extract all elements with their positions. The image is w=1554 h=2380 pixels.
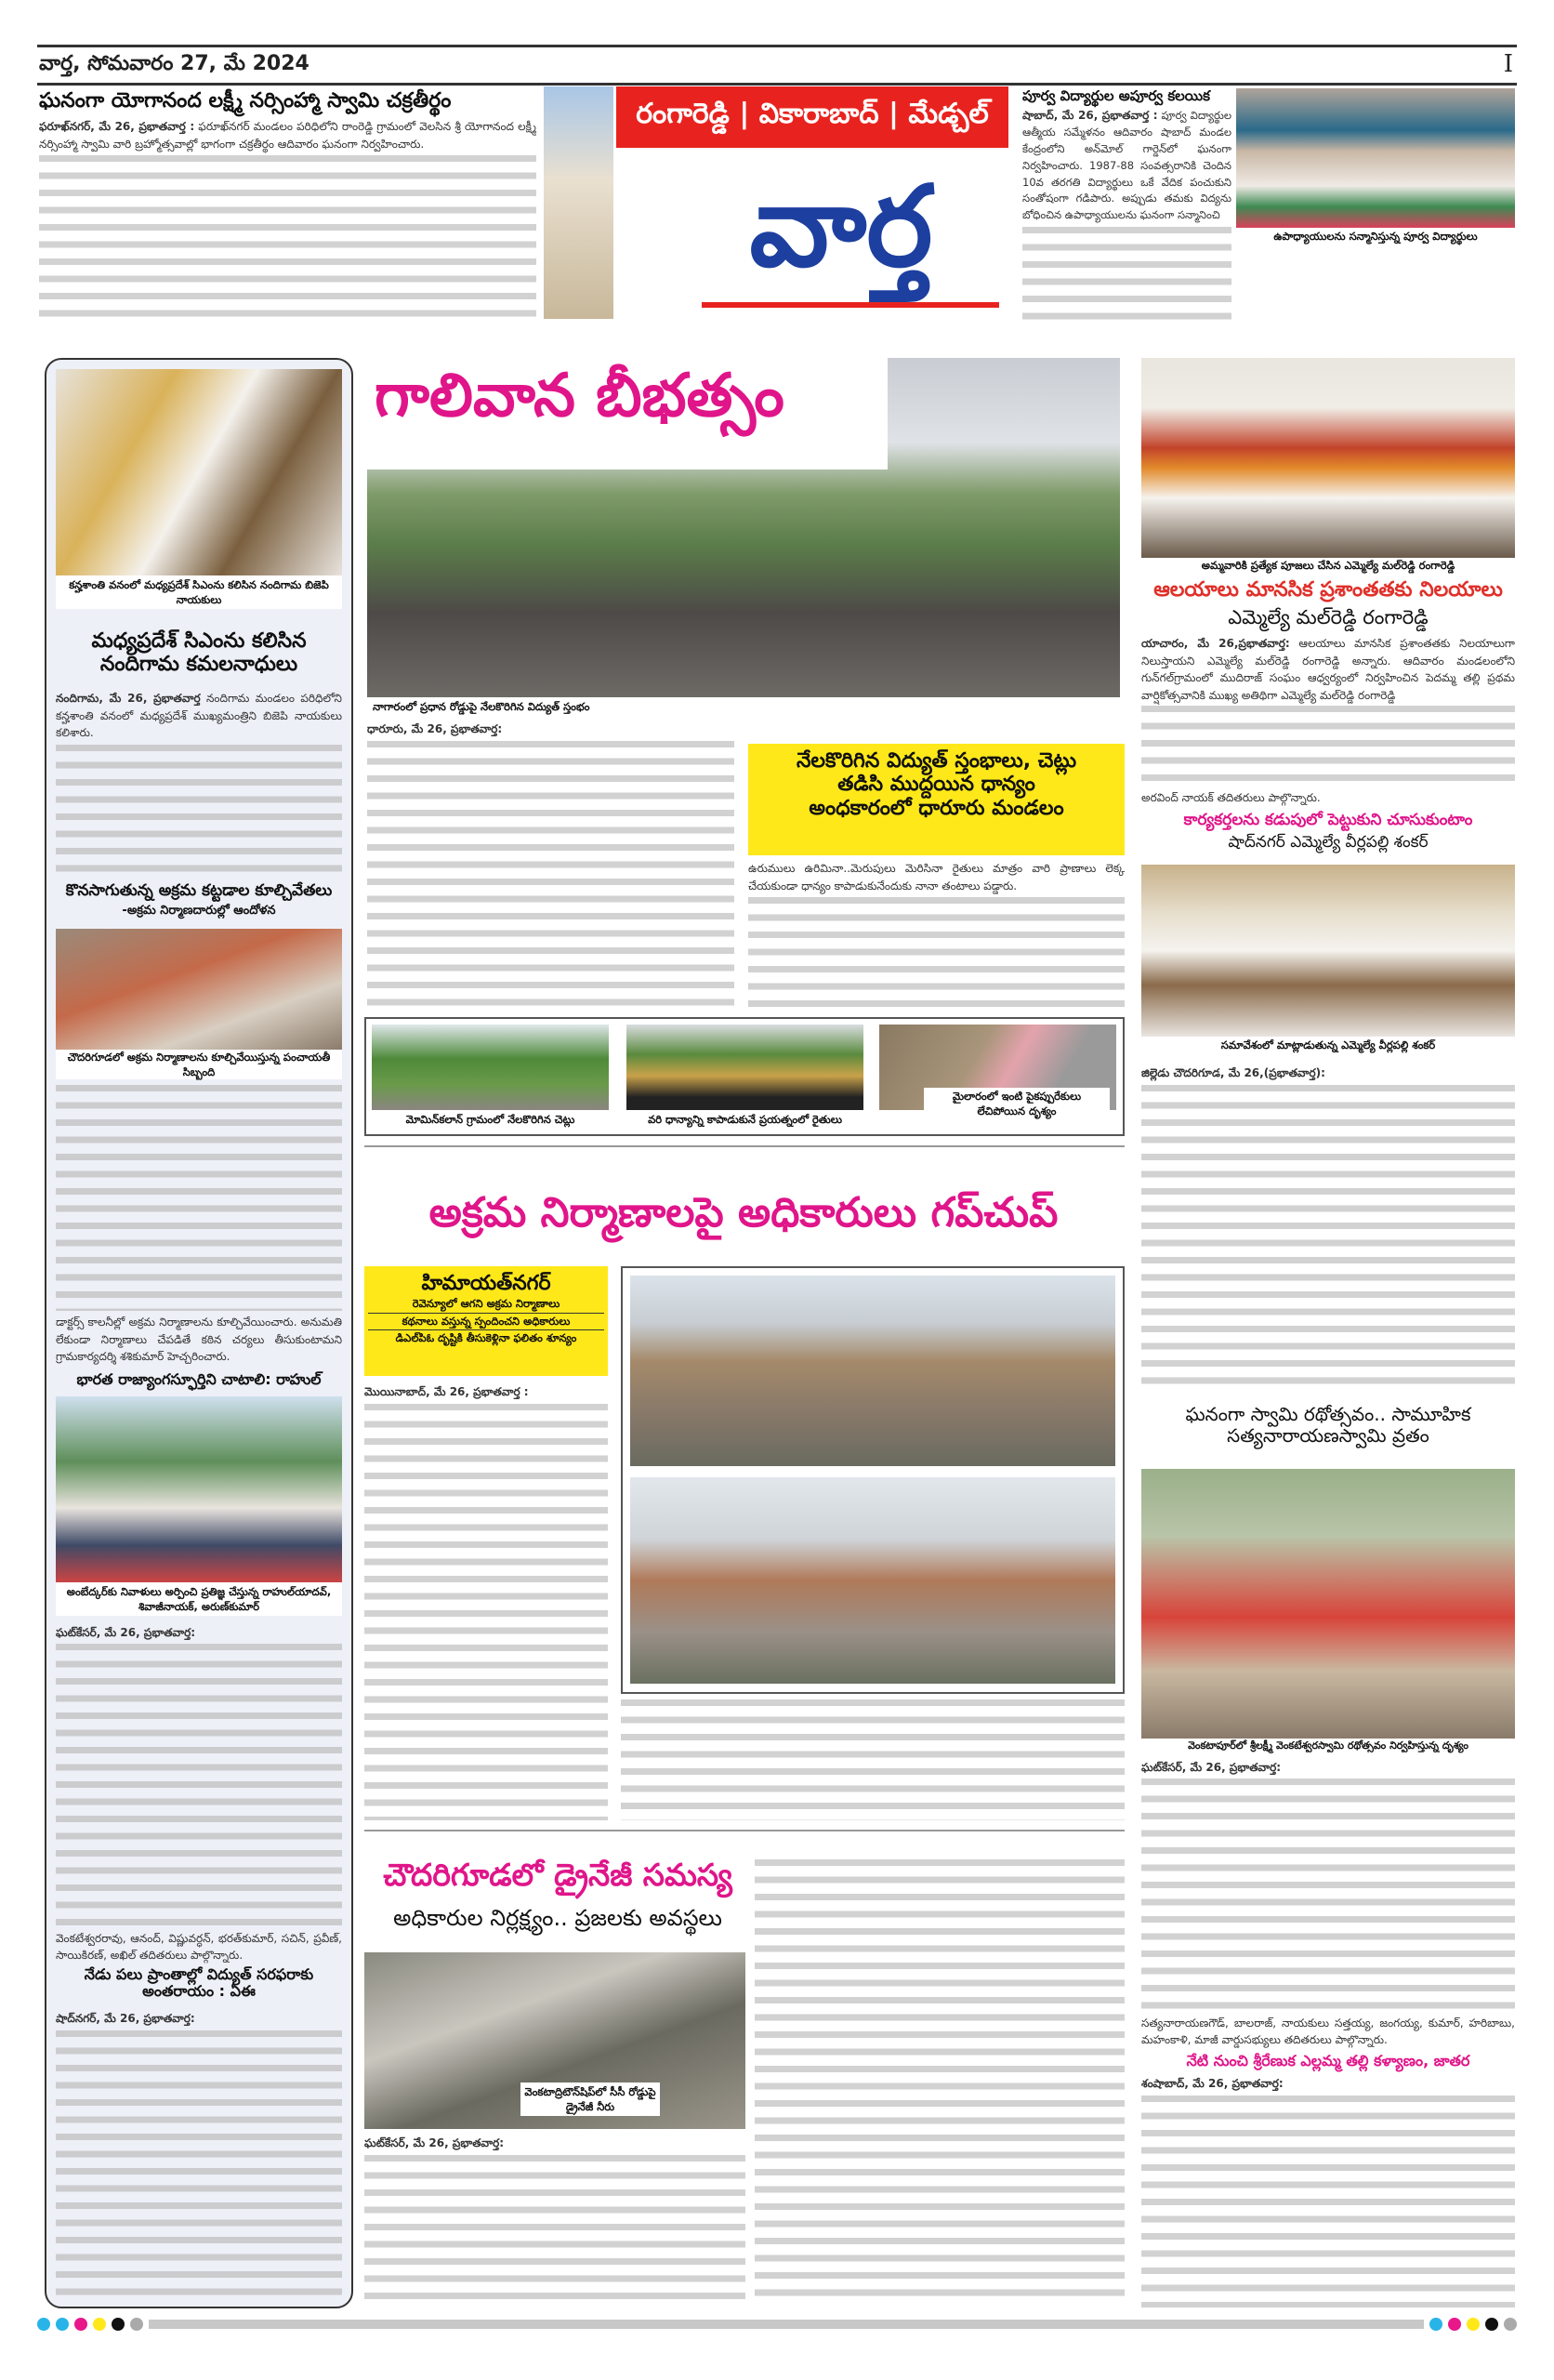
highlight-box	[364, 1266, 608, 1376]
story-body	[1141, 2075, 1515, 2307]
body-text: వెంకటేశ్వరరావు, ఆనంద్, విష్ణువర్ధన్, భరత్‌కుమార్, సచిన్, ప్రవీణ్, సాయికిరణ్, అఖిల్ తదితరులు పాల్గొన్నారు.	[56, 1931, 342, 1963]
headline: ఘనంగా స్వామి రథోత్సవం.. సామూహిక సత్యనారాయణస్వామి వ్రతం	[1185, 1403, 1471, 1447]
logo-underline	[702, 302, 999, 308]
body-text: పూర్వ విద్యార్థుల ఆత్మీయ సమ్మేళనం ఆదివారం షాబాద్ మండల కేంద్రంలోని అన్‌మోల్ గార్డెన్‌లో ఘనంగా నిర్వహించారు. 1987-88 సంవత్సరానికి చెందిన 10వ తరగతి విద్యార్థులు ఒకే వేదిక పంచుకుని సంతోషంగా గడిపారు. అప్పుడు తమకు విద్యను బోధించిన ఉపాధ్యాయులను ఘనంగా సన్మానించి	[1022, 109, 1231, 222]
body-text: ఆలయాలు మానసిక ప్రశాంతతకు నిలయాలుగా నిలుస్తాయని ఎమ్మెల్యే మల్‌రెడ్డి రంగారెడ్డి అన్నారు. ఆదివారం మండలంలోని గున్‌గల్‌గ్రామంలో ముదిరాజ్ సంఘం ఆధ్వర్యంలో నిర్వహించిన పెదమ్మ తల్లి ప్రథమ వార్షికోత్సవానికి ముఖ్య అతిథిగా ఎమ్మెల్యే మల్‌రెడ్డి రంగారెడ్డి	[1141, 637, 1515, 702]
story-body	[56, 1085, 342, 1366]
photo-caption: అంబేద్కర్‌కు నివాళులు అర్పించి ప్రతిజ్ఞ చేస్తున్న రాహుల్‌యాదవ్, శివాజీనాయక్, అరుణ్‌కుమార్	[56, 1582, 342, 1616]
story-body	[364, 1383, 608, 1820]
text-lines	[621, 1699, 1125, 1820]
text-lines	[56, 2030, 342, 2296]
byline: ధారూరు, మే 26, ప్రభాతవార్త:	[367, 722, 503, 735]
box-title: హిమాయత్‌నగర్	[421, 1272, 551, 1295]
paddy-photo	[626, 1025, 863, 1110]
story-body	[367, 721, 734, 1011]
photo-caption: అమ్మవారికి ప్రత్యేక పూజలు చేసిన ఎమ్మెల్యే మల్‌రెడ్డి రంగారెడ్డి	[1141, 558, 1515, 573]
ambedkar-photo	[56, 1396, 342, 1582]
headline: నేడు పలు ప్రాంతాల్లో విద్యుత్ సరఫరాకు అంతరాయం : ఏఈ	[84, 1965, 314, 2001]
byline: జిల్లెడు చౌదరిగూడ, మే 26,(ప్రభాతవార్త):	[1141, 1066, 1325, 1079]
photo-caption: వరి ధాన్యాన్ని కాపాడుకునే ప్రయత్నంలో రైతులు	[626, 1112, 863, 1127]
photo-caption: వెంకటాద్రిటౌన్‌షిప్‌లో సీసీ రోడ్డుపై డ్రైనేజీ నీరు	[520, 2082, 660, 2116]
date-line: వార్త, సోమవారం 27, మే 2024	[39, 52, 309, 75]
construction-photo	[630, 1477, 1115, 1684]
byline: షాబాద్, మే 26, ప్రభాతవార్త :	[1022, 109, 1158, 123]
region-banner: రంగారెడ్డి | వికారాబాద్ | మేడ్చల్	[616, 86, 1008, 148]
subheadline: ఎమ్మెల్యే మల్‌రెడ్డి రంగారెడ్డి	[1228, 606, 1429, 628]
story-body	[39, 118, 536, 323]
headline: కార్యకర్తలను కడుపులో పెట్టుకుని చూసుకుంటాం	[1183, 811, 1473, 829]
body-text: డాక్టర్స్ కాలనీల్లో అక్రమ నిర్మాణాలను కూల్చివేయించారు. అనుమతి లేకుండా నిర్మాణాలు చేపడితే కఠిన చర్యలు తీసుకుంటామని గ్రామకార్యదర్శి శశికుమార్ హెచ్చరించారు.	[56, 1316, 342, 1364]
story-body	[748, 860, 1125, 1011]
body-text: అరవింద్ నాయక్ తదితరులు పాల్గొన్నారు.	[1141, 791, 1321, 805]
masthead	[544, 86, 1008, 328]
chariot-festival-photo	[1141, 1469, 1515, 1739]
body-text: సత్యనారాయణగౌడ్, బాలరాజ్, నాయకులు సత్తయ్య, జంగయ్య, కుమార్, హరిబాబు, మహంకాళి, మాజీ వార్డుసభ్యులు తదితరులు పాల్గొన్నారు.	[1141, 2016, 1515, 2047]
highlight-line: నేలకొరిగిన విద్యుత్ స్తంభాలు, చెట్లు	[796, 749, 1077, 773]
story-body	[621, 1699, 1125, 1820]
temple-visit-photo	[1141, 358, 1515, 558]
byline: మొయినాబాద్, మే 26, ప్రభాతవార్త :	[364, 1385, 529, 1398]
text-lines	[1141, 2096, 1515, 2307]
byline: షాద్‌నగర్, మే 26, ప్రభాతవార్త:	[56, 2012, 195, 2025]
text-lines	[1141, 1778, 1515, 2013]
headline: భారత రాజ్యాంగస్ఫూర్తిని చాటాలి: రాహుల్	[76, 1370, 322, 1388]
text-lines	[1141, 1085, 1515, 1390]
story-body	[56, 1624, 342, 1964]
text-lines	[56, 1644, 342, 1927]
construction-photo	[630, 1276, 1115, 1466]
header-rule	[37, 83, 1517, 86]
byline: ఫరూఖ్‌నగర్, మే 26, ప్రభాతవార్త :	[39, 120, 195, 134]
subheadline: -అక్రమ నిర్మాణదారుల్లో ఆందోళన	[122, 904, 276, 918]
story-body	[364, 2135, 745, 2307]
headline: నేటి నుంచి శ్రీరేణుక ఎల్లమ్మ తల్లి కళ్యాణం, జాతర	[1186, 2052, 1470, 2069]
body-text: ఫరూఖ్‌నగర్ మండలం పరిధిలోని రాంరెడ్డి గ్రామంలో వెలసిన శ్రీ యోగానంద లక్ష్మీ నర్సింహ్మా స్వామి వారి బ్రహ్మోత్సవాల్లో భాగంగా చక్రతీర్థం ఆదివారం ఘనంగా నిర్వహించారు.	[39, 120, 536, 151]
top-rule	[37, 45, 1517, 47]
story-body	[1141, 1759, 1515, 2049]
text-lines	[364, 2155, 745, 2307]
text-lines	[39, 155, 536, 323]
text-lines	[748, 897, 1125, 1011]
text-lines	[364, 1404, 608, 1820]
text-lines	[56, 1085, 342, 1311]
news-photo	[56, 369, 342, 575]
photo-caption: ఉపాధ్యాయులను సన్మానిస్తున్న పూర్వ విద్యార్థులు	[1236, 229, 1515, 244]
body-text: ఉరుములు ఉరిమినా..మెరుపులు మెరిసినా రైతులు మాత్రం వారి ప్రాణాలు లెక్క చేయకుండా ధాన్యం కాపాడుకునేందుకు నానా తంటాలు పడ్డారు.	[748, 862, 1125, 892]
text-lines	[56, 745, 342, 876]
divider	[364, 1145, 1125, 1147]
highlight-box	[748, 744, 1125, 855]
headline: పూర్వ విద్యార్థుల అపూర్వ కలయిక	[1022, 87, 1210, 104]
left-column	[45, 358, 353, 2308]
photo-strip	[364, 1017, 1125, 1136]
box-line: కథనాలు వస్తున్న స్పందించని అధికారులు	[368, 1316, 604, 1330]
byline: ఘట్‌కేసర్, మే 26, ప్రభాతవార్త:	[364, 2136, 505, 2149]
text-lines	[367, 741, 734, 1011]
headline: ఘనంగా యోగానంద లక్ష్మీ నర్సింహ్మా స్వామి చక్రతీర్థం	[39, 89, 452, 112]
temple-image	[544, 86, 613, 319]
subheadline: షాద్‌నగర్ ఎమ్మెల్యే వీర్లపల్లి శంకర్	[1228, 833, 1429, 852]
logo: వార్త	[749, 163, 933, 292]
highlight-line: తడిసి ముద్దయిన ధాన్యం	[837, 773, 1035, 797]
story-body	[1022, 107, 1231, 321]
fallen-trees-photo	[372, 1025, 609, 1110]
box-line: రెవెన్యూలో ఆగని అక్రమ నిర్మాణాలు	[368, 1298, 604, 1313]
photo-caption: సమావేశంలో మాట్లాడుతున్న ఎమ్మెల్యే వీర్లపల్లి శంకర్	[1220, 1038, 1436, 1051]
headline: కొనసాగుతున్న అక్రమ కట్టడాల కూల్చివేతలు	[65, 881, 333, 900]
text-lines	[755, 1859, 1125, 2307]
divider	[364, 1830, 1125, 1831]
photo-frame	[621, 1266, 1125, 1694]
text-lines	[1022, 227, 1231, 321]
photo-caption: మైలారంలో ఇంటి పైకప్పురేకులు లేచిపోయిన దృశ్యం	[924, 1088, 1110, 1119]
photo-caption: నాగారంలో ప్రధాన రోడ్డుపై నేలకొరిగిన విద్యుత్ స్తంభం	[367, 699, 739, 714]
headline: ఆలయాలు మానసిక ప్రశాంతతకు నిలయాలు	[1153, 578, 1503, 602]
meeting-photo	[1141, 865, 1515, 1037]
photo-caption: మోమిన్‌కలాన్ గ్రామంలో నేలకొరిగిన చెట్లు	[372, 1112, 609, 1127]
story-body	[1141, 635, 1515, 807]
print-color-bar	[37, 2317, 1517, 2332]
photo-caption: చౌదరిగూడలో అక్రమ నిర్మాణాలను కూల్చివేయిస్తున్న పంచాయతీ సిబ్బంది	[56, 1050, 342, 1079]
byline: ఘట్‌కేసర్, మే 26, ప్రభాతవార్త:	[1141, 1761, 1282, 1774]
story-top-right	[1022, 88, 1231, 330]
body-text: నందిగామ మండలం పరిధిలోని కన్హశాంతి వనంలో మధ్యప్రదేశ్ ముఖ్యమంత్రిని బిజెపి నాయకులు కలిశారు.	[56, 692, 342, 740]
photo-caption: వెంకటాపూర్‌లో శ్రీలక్ష్మీ వెంకటేశ్వరస్వామి రథోత్సవం నిర్వహిస్తున్న దృశ్యం	[1141, 1739, 1515, 1752]
headline: చౌదరిగూడలో డ్రైనేజీ సమస్య	[383, 1857, 732, 1893]
demolition-photo	[56, 929, 342, 1050]
story-body-continued	[755, 1859, 1125, 2307]
byline: యాచారం, మే 26,ప్రభాతవార్త:	[1141, 637, 1290, 650]
page-number: I	[1503, 50, 1513, 78]
main-headline: గాలివాన బీభత్సం	[375, 362, 784, 430]
byline: నందిగామ, మే 26, ప్రభాతవార్త	[56, 692, 201, 705]
alumni-photo	[1236, 88, 1515, 228]
box-line: డిఎల్‌పిఓ దృష్టికి తీసుకెళ్లినా ఫలితం శూన్యం	[395, 1330, 577, 1344]
text-lines	[1141, 706, 1515, 787]
story-body	[56, 2010, 342, 2296]
byline: శంషాబాద్, మే 26, ప్రభాతవార్త:	[1141, 2077, 1284, 2090]
photo-caption: కన్హశాంతి వనంలో మధ్యప్రదేశ్ సిఎంను కలిసిన నందిగామ బిజెపి నాయకులు	[56, 575, 342, 609]
story-body	[1141, 1064, 1515, 1390]
subheadline: అధికారుల నిర్లక్ష్యం.. ప్రజలకు అవస్థలు	[393, 1905, 722, 1931]
story-body	[56, 690, 342, 876]
headline: మధ్యప్రదేశ్ సిఎంను కలిసిన నందిగామ కమలనాధులు	[91, 629, 307, 677]
headline: అక్రమ నిర్మాణాలపై అధికారులు గప్‌చుప్	[428, 1189, 1059, 1236]
story-top-left	[39, 89, 536, 323]
highlight-line: అంధకారంలో ధారూరు మండలం	[809, 796, 1064, 820]
byline: ఘట్‌కేసర్, మే 26, ప్రభాతవార్త:	[56, 1626, 196, 1639]
